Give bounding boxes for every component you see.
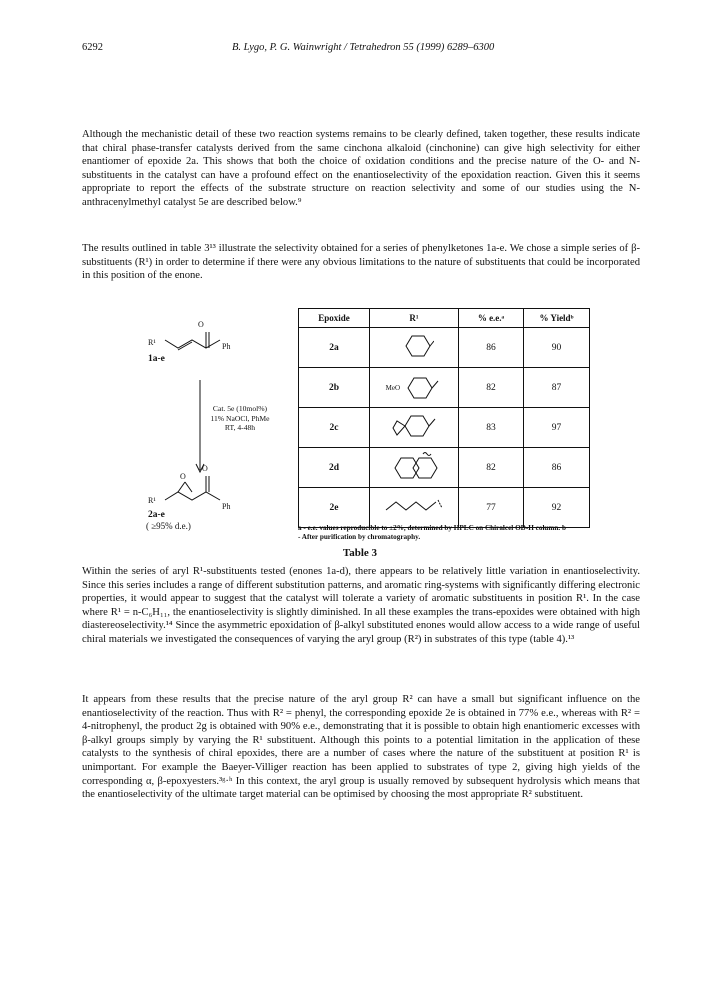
cell-ee: 77 <box>459 488 524 528</box>
cell-yield: 92 <box>524 488 590 528</box>
cell-epoxide: 2e <box>299 488 370 528</box>
cell-epoxide: 2c <box>299 408 370 448</box>
epoxide-o: O <box>180 472 186 481</box>
carbonyl-o-product: O <box>202 464 208 473</box>
cell-yield: 87 <box>524 368 590 408</box>
naphthyl-structure-icon <box>389 450 439 482</box>
r1-start: R¹ <box>148 338 156 347</box>
reaction-scheme <box>120 320 300 530</box>
table-caption: Table 3 <box>342 547 378 559</box>
table-row <box>299 448 590 488</box>
ph-product: Ph <box>222 502 231 511</box>
hexyl-chain-icon <box>382 496 446 516</box>
cell-epoxide: 2d <box>299 448 370 488</box>
cell-epoxide: 2a <box>299 328 370 368</box>
r1-product: R¹ <box>148 496 156 505</box>
product-label: 2a-e <box>148 510 165 520</box>
ph-start: Ph <box>222 342 231 351</box>
table-row <box>299 408 590 448</box>
cell-ee: 86 <box>459 328 524 368</box>
meo-label: MeO <box>385 383 400 392</box>
condition-catalyst: Cat. 5e (10mol%) <box>212 404 268 413</box>
start-label: 1a-e <box>148 354 165 364</box>
benzodioxole-structure-icon <box>389 411 439 441</box>
table-row <box>299 328 590 368</box>
structure-phenyl <box>370 328 459 368</box>
diastereoselectivity: ( ≥95% d.e.) <box>146 521 191 531</box>
structure-hexyl <box>370 488 459 528</box>
cell-yield: 86 <box>524 448 590 488</box>
cell-epoxide: 2b <box>299 368 370 408</box>
phenyl-structure-icon <box>394 331 434 361</box>
col-epoxide: Epoxide <box>299 309 370 328</box>
condition-time: RT, 4-48h <box>224 423 256 432</box>
cell-ee: 83 <box>459 408 524 448</box>
paragraph-2: The results outlined in table 3¹³ illustrate the selectivity obtained for a series of phenylketones 1a-e. We chose a simple series of β-substituents (R¹) in order to determine if there were any obvious limitations to the nature of substituents that could be incorporated in this position of the enone. <box>82 243 640 282</box>
table-row <box>299 488 590 528</box>
running-title: B. Lygo, P. G. Wainwright / Tetrahedron 55 (1999) 6289–6300 <box>232 42 495 53</box>
carbonyl-o-start: O <box>198 320 204 329</box>
cell-ee: 82 <box>459 448 524 488</box>
cell-ee: 82 <box>459 368 524 408</box>
structure-naphthyl <box>370 448 459 488</box>
methoxyphenyl-structure-icon <box>402 373 442 403</box>
paragraph-1: Although the mechanistic detail of these two reaction systems remains to be clearly defined, taken together, these results indicate that chiral phase-transfer catalysts derived from the same cinchona alkaloid (cinchonine) can give high selectivity for either enantiomer of epoxide 2a. This shows that both the choice of oxidation conditions and the precise nature of the O- and N-substituents in the catalyst can have a profound effect on the enantioselectivity of the epoxidation reaction. Given this it seems appropriate to report the effects of the substrate structure on reaction selectivity and some of our studies using the N-anthracenylmethyl catalyst 5e are described below.⁹ <box>82 129 640 208</box>
page-number: 6292 <box>82 42 103 53</box>
page-header <box>82 42 662 56</box>
table-3 <box>298 308 590 528</box>
reaction-conditions <box>190 404 290 433</box>
structure-benzodioxole <box>370 408 459 448</box>
table-row <box>299 368 590 408</box>
col-yield: % Yieldᵇ <box>524 309 590 328</box>
condition-oxidant: 11% NaOCl, PhMe <box>210 413 270 423</box>
paragraph-4: It appears from these results that the precise nature of the aryl group R² can have a small but significant influence on the enantioselectivity of the reaction. Thus with R² = phenyl, the corresponding epoxide 2e is obtained in 77% e.e., whereas with R² = 4-nitrophenyl, the product 2g is obtained with 90% e.e., demonstrating that it is possible to obtain high enantiomeric excesses with β-alkyl groups simply by varying the R¹ substituent. Although this points to a potential limitation in the application of these catalysts to the synthesis of chiral epoxides, there are a number of cases where the nature of the substituent at position R¹ is unimportant. For example the Baeyer-Villiger reaction has been applied to substrates of type 2, giving high yields of the corresponding α, β-epoxyesters.³ᵍ·ʰ In this context, the aryl group is usually removed by subsequent hydrolysis which means that the enantioselectivity of the ultimate target material can be optimised by choosing the most appropriate R² substituent. <box>82 694 640 801</box>
paragraph-3: Within the series of aryl R¹-substituents tested (enones 1a-d), there appears to be relatively little variation in enantioselectivity. Since this series includes a range of different substitution patterns, and aromatic ring-systems with significantly differing electronic properties, it would appear to suggest that the catalyst will tolerate a variety of aromatic substituents in position R¹. In the case where R¹ = n-C₆H₁₁, the enantioselectivity is slightly diminished. In all these examples the trans-epoxides were obtained with high diastereoselectivity.¹⁴ Since the asymmetric epoxidation of β-alkyl substituted enones would allow access to a wide range of useful chiral materials we investigated the consequences of varying the aryl group (R²) in substrates of this type (table 4).¹³ <box>82 566 640 645</box>
structure-methoxyphenyl <box>370 368 459 408</box>
col-r1: R¹ <box>370 309 459 328</box>
cell-yield: 90 <box>524 328 590 368</box>
cell-yield: 97 <box>524 408 590 448</box>
col-ee: % e.e.ᵃ <box>459 309 524 328</box>
table-header-row <box>299 309 590 328</box>
table-footnote: a - e.e. values reproducible to ±2%, determined by HPLC on Chiralcel OD-H column. b - After purification by chromatography. <box>298 524 567 541</box>
